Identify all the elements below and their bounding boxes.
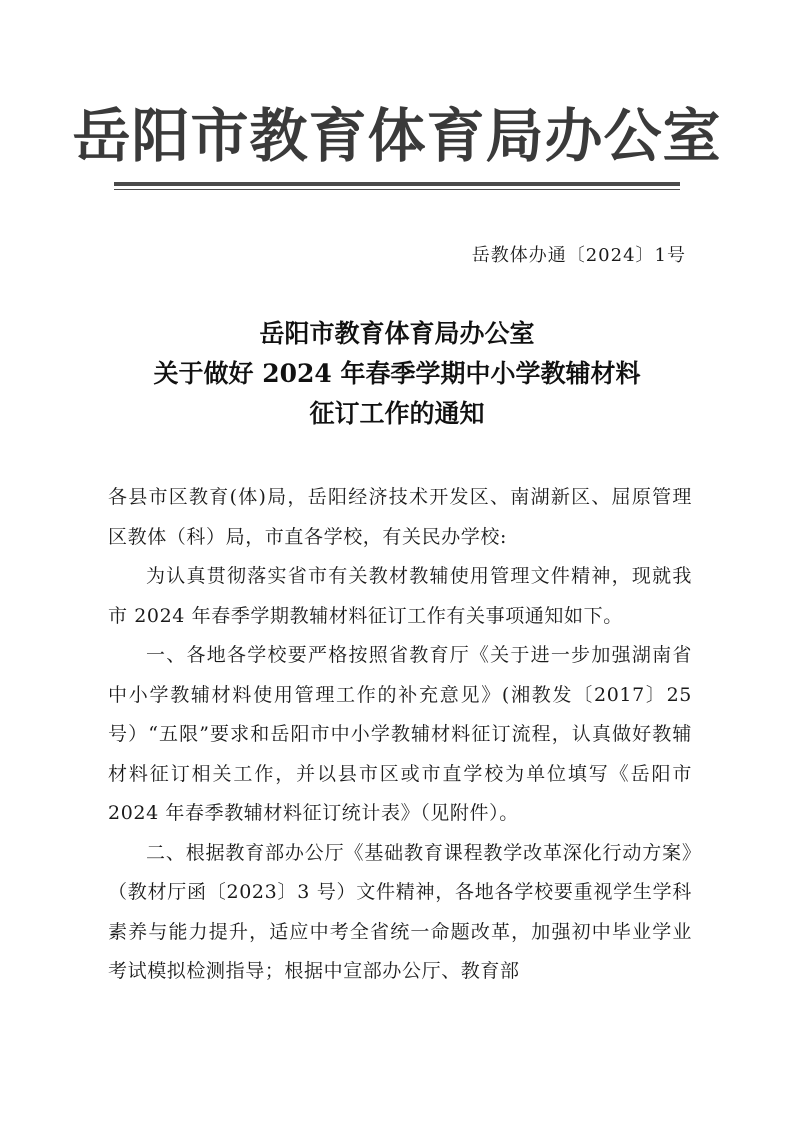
item-2-paragraph: 二、根据教育部办公厅《基础教育课程教学改革深化行动方案》（教材厅函〔2023〕3 号）文件精神，各地各学校要重视学生学科素养与能力提升，适应中考全省统一命题改革，加强初中毕业学业考试模拟检测指导；根据中宣部办公厅、教育部 (108, 841, 692, 982)
letterhead-rule-thin (114, 189, 680, 190)
intro-paragraph: 为认真贯彻落实省市有关教材教辅使用管理文件精神，现就我市 2024 年春季学期教辅材料征订工作有关事项通知如下。 (108, 565, 692, 627)
title-line-2: 关于做好 2024 年春季学期中小学教辅材料 (153, 359, 641, 388)
document-body (108, 478, 692, 992)
letterhead-title: 岳阳市教育体育局办公室 (72, 102, 722, 170)
item-1-paragraph: 一、各地各学校要严格按照省教育厅《关于进一步加强湖南省中小学教辅材料使用管理工作的补充意见》(湘教发〔2017〕25 号）“五限”要求和岳阳市中小学教辅材料征订流程，认真做好教辅材料征订相关工作，并以县市区或市直学校为单位填写《岳阳市 2024 年春季教辅材料征订统计表》（见附件）。 (108, 644, 692, 824)
recipients-paragraph: 各县市区教育(体)局，岳阳经济技术开发区、南湖新区、屈原管理区教体（科）局，市直各学校，有关民办学校: (108, 486, 692, 548)
letterhead-rule-thick (114, 182, 680, 186)
title-line-1: 岳阳市教育体育局办公室 (259, 319, 535, 348)
title-line-3: 征订工作的通知 (309, 399, 485, 428)
document-number: 岳教体办通〔2024〕1号 (471, 245, 686, 266)
document-title (0, 314, 794, 434)
